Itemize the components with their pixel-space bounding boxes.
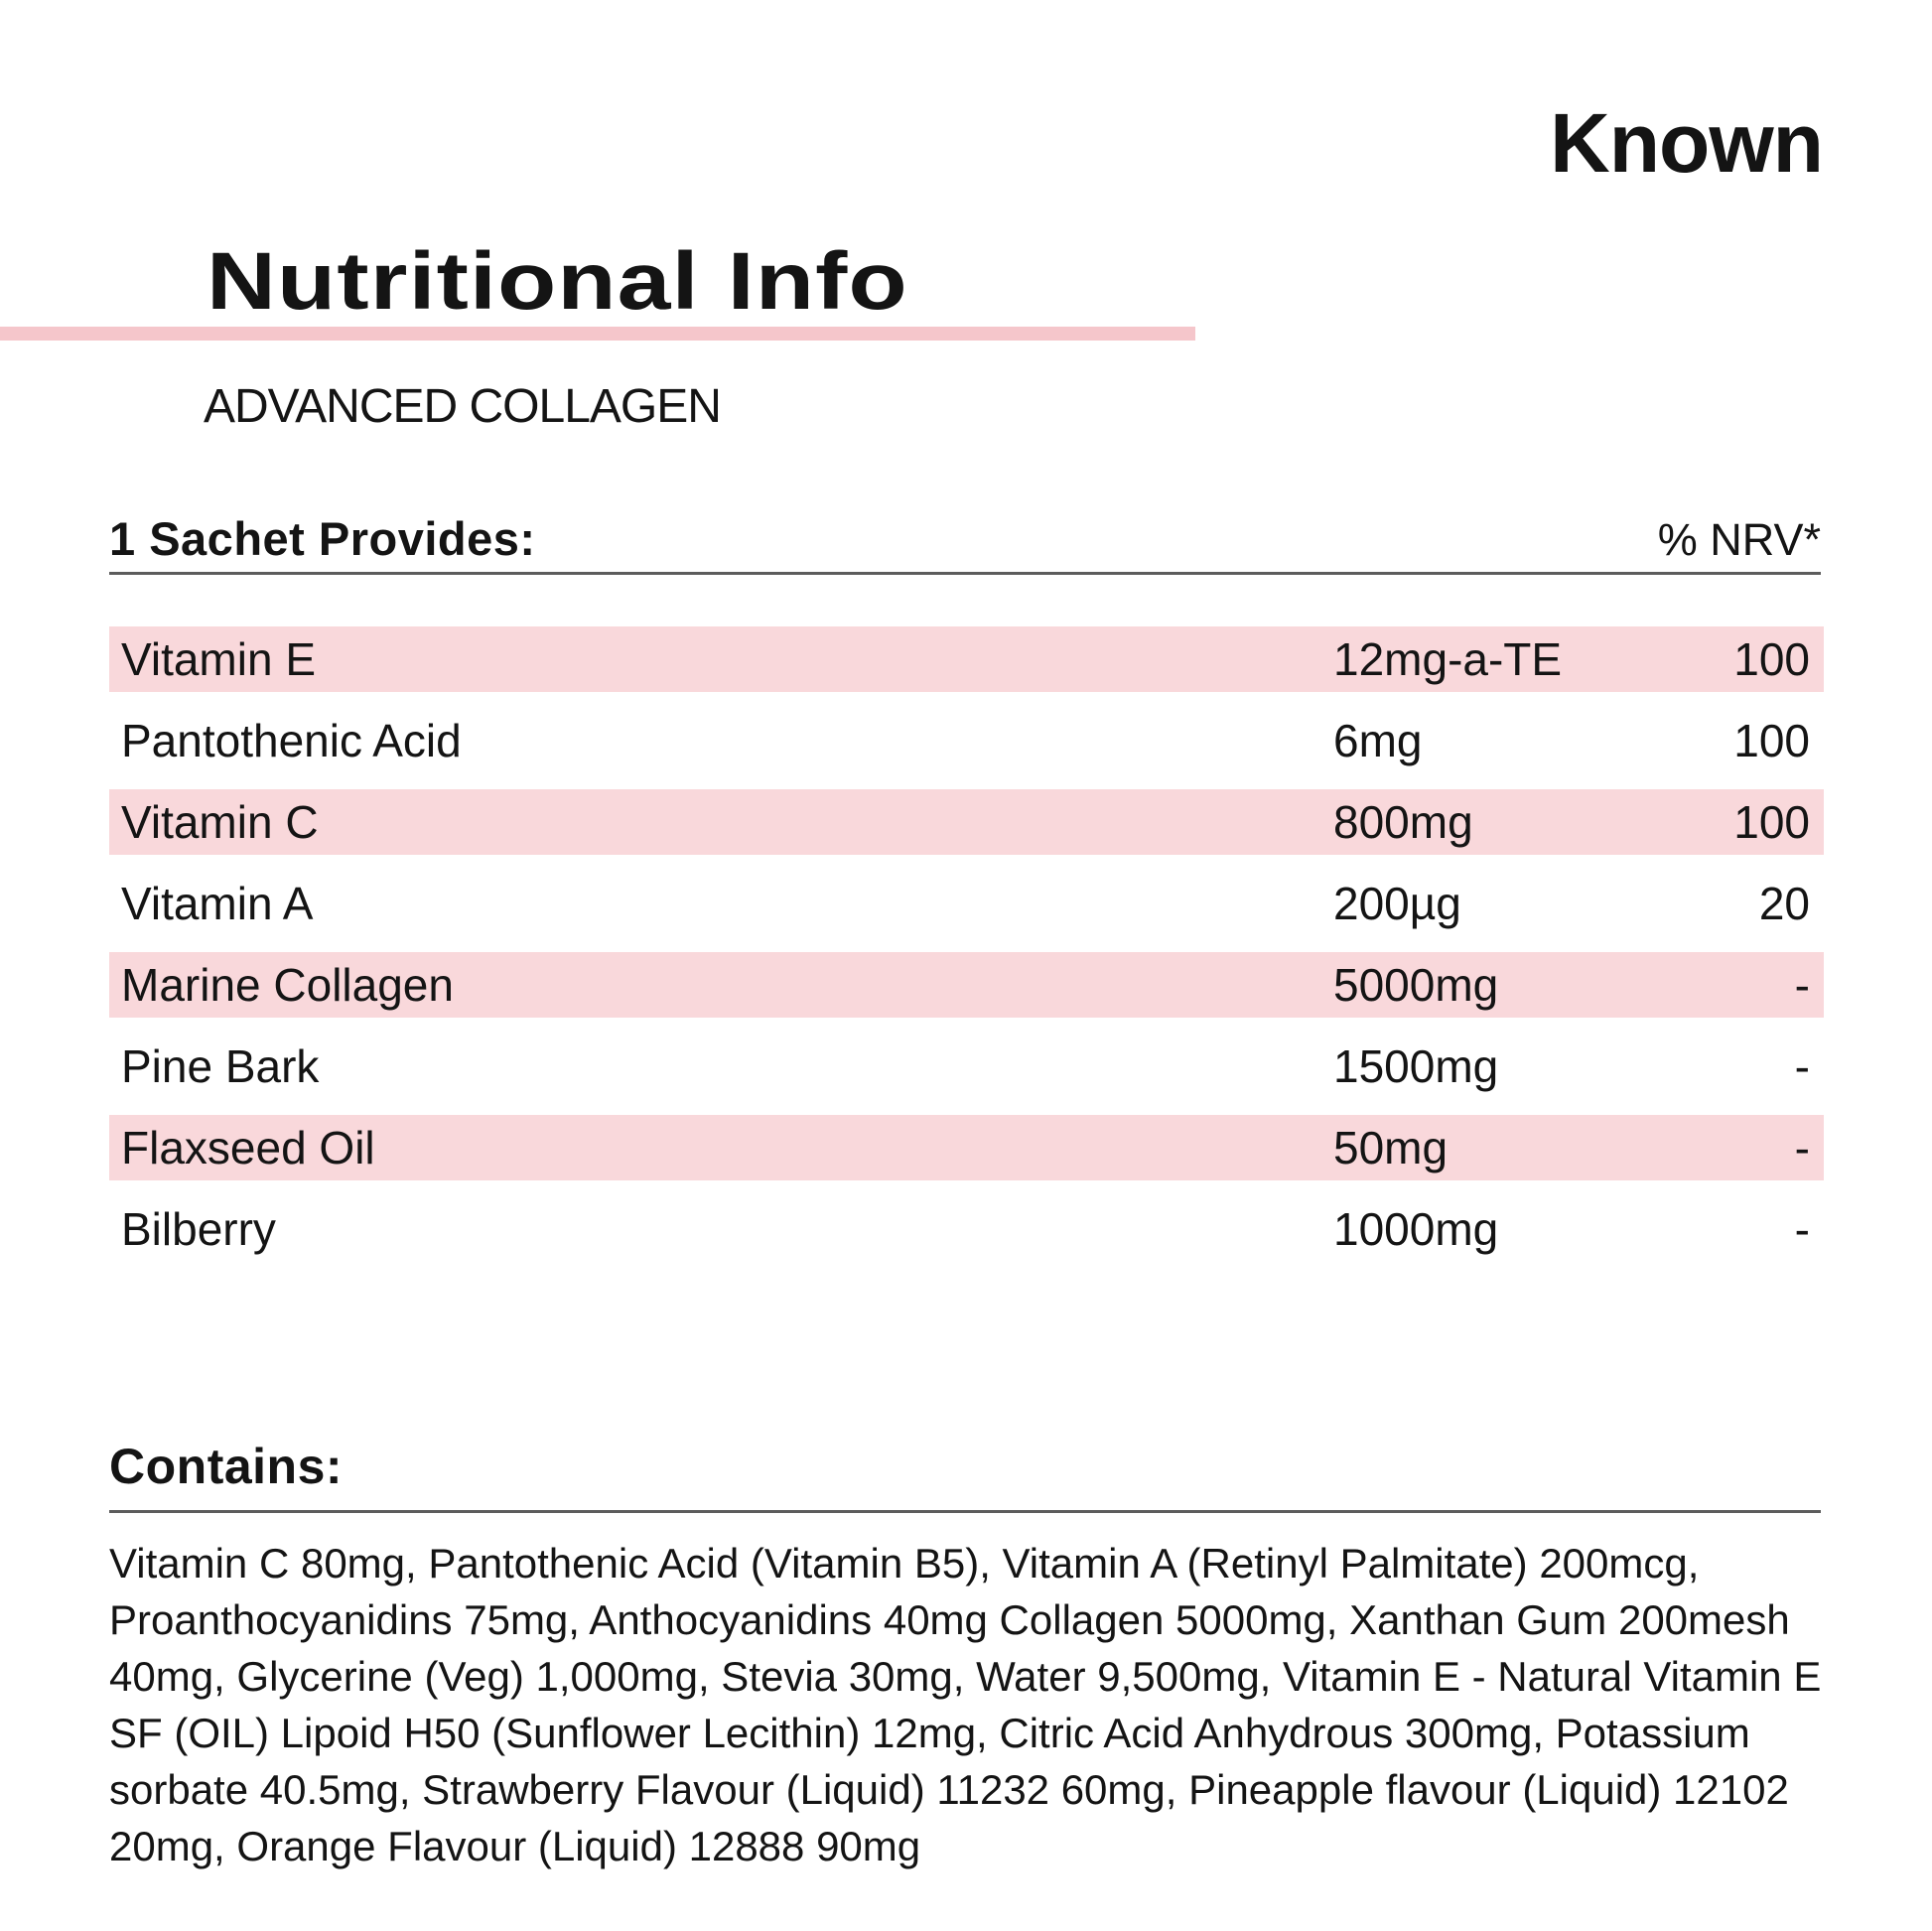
nutrient-name: Vitamin A bbox=[121, 878, 314, 929]
nutrient-nrv: 20 bbox=[1758, 878, 1810, 929]
nutrient-nrv: - bbox=[1794, 1122, 1810, 1173]
nutrient-row bbox=[109, 708, 1824, 773]
nutrient-name: Pine Bark bbox=[121, 1040, 320, 1092]
nutrient-nrv: 100 bbox=[1733, 633, 1810, 685]
nutrient-name: Vitamin E bbox=[121, 633, 317, 685]
nrv-column-header: % NRV* bbox=[1657, 514, 1821, 565]
sachet-provides-label: 1 Sachet Provides: bbox=[109, 512, 536, 565]
nutrient-amount: 12mg-a-TE bbox=[1333, 633, 1563, 685]
nutrient-nrv: 100 bbox=[1733, 796, 1810, 848]
title-underline-bar bbox=[0, 327, 1195, 341]
nutrient-amount: 5000mg bbox=[1333, 959, 1499, 1011]
nutrient-row bbox=[109, 626, 1824, 692]
nutrient-row bbox=[109, 789, 1824, 855]
table-header-divider bbox=[109, 572, 1821, 575]
nutrient-nrv: - bbox=[1794, 1203, 1810, 1255]
contains-ingredients-text: Vitamin C 80mg, Pantothenic Acid (Vitamin B5), Vitamin A (Retinyl Palmitate) 200mcg, Proanthocyanidins 75mg, Anthocyanidins 40mg Collagen 5000mg, Xanthan Gum 200mesh 40mg, Glycerine (Veg) 1,000mg, Stevia 30mg, Water 9,500mg, Vitamin E - Natural Vitamin E SF (OIL) Lipoid H50 (Sunflower Lecithin) 12mg, Citric Acid Anhydrous 300mg, Potassium sorbate 40.5mg, Strawberry Flavour (Liquid) 11232 60mg, Pineapple flavour (Liquid) 12102 20mg, Orange Flavour (Liquid) 12888 90mg bbox=[109, 1540, 1822, 1869]
nutrient-amount: 1500mg bbox=[1333, 1040, 1499, 1092]
nutrient-amount: 200µg bbox=[1333, 878, 1461, 929]
nutrient-nrv: - bbox=[1794, 959, 1810, 1011]
nutrient-name: Bilberry bbox=[121, 1203, 276, 1255]
nutrient-row bbox=[109, 952, 1824, 1018]
contains-divider bbox=[109, 1510, 1821, 1513]
nutrient-amount: 1000mg bbox=[1333, 1203, 1499, 1255]
nutrient-name: Vitamin C bbox=[121, 796, 319, 848]
nutrient-amount: 50mg bbox=[1333, 1122, 1449, 1173]
nutrient-nrv: - bbox=[1794, 1040, 1810, 1092]
nutrient-row bbox=[109, 1196, 1824, 1262]
nutrient-table bbox=[109, 626, 1824, 1278]
nutrient-name: Pantothenic Acid bbox=[121, 715, 462, 766]
nutrient-name: Flaxseed Oil bbox=[121, 1122, 375, 1173]
product-subtitle: ADVANCED COLLAGEN bbox=[204, 380, 721, 433]
nutrient-row bbox=[109, 1034, 1824, 1099]
nutrient-row bbox=[109, 1115, 1824, 1180]
nutrient-amount: 800mg bbox=[1333, 796, 1473, 848]
table-header bbox=[109, 511, 1821, 566]
nutrient-amount: 6mg bbox=[1333, 715, 1423, 766]
nutrient-row bbox=[109, 871, 1824, 936]
brand-logo: Known bbox=[1550, 96, 1823, 190]
page-title: Nutritional Info bbox=[207, 236, 908, 327]
contains-heading: Contains: bbox=[109, 1439, 344, 1494]
nutrient-name: Marine Collagen bbox=[121, 959, 454, 1011]
nutrient-nrv: 100 bbox=[1733, 715, 1810, 766]
